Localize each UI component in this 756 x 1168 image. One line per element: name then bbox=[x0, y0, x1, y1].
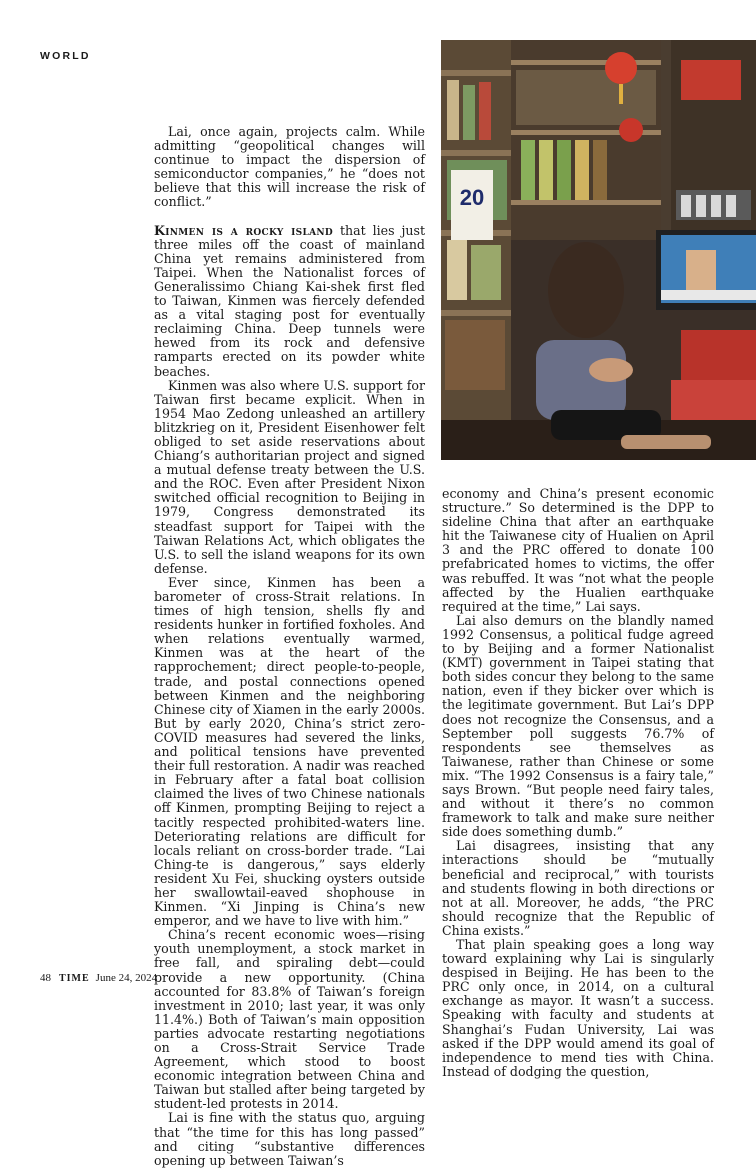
paragraph: That plain speaking goes a long way toward explaining why Lai is singularly despised in Beijing. He has been to the PRC only once, in 2014, on a cultural exchange as mayor. It wasn’t a success. Speaking with faculty and students at Shanghai’s Fudan University, Lai was asked if the DPP would amend its goal of independence to mend ties with China. Instead of dodging the question, bbox=[442, 937, 714, 1079]
page-footer bbox=[40, 972, 157, 984]
issue-date: June 24, 2024 bbox=[95, 972, 158, 984]
paragraph: Kinmen was also where U.S. support for Taiwan first became explicit. When in 1954 Mao Zedong unleashed an artillery blitzkrieg on it, President Eisenhower felt obliged to set aside reservations about Chiang’s authoritarian project and signed a mutual defense treaty between the U.S. and the ROC. Even after President Nixon switched official recognition to Beijing in 1979, Congress demonstrated its steadfast support for Taipei with the Taiwan Relations Act, which obligates the U.S. to sell the island weapons for its own defense. bbox=[154, 377, 425, 576]
article-column-right bbox=[442, 487, 714, 1079]
article-photo bbox=[441, 40, 756, 460]
paragraph: Lai, once again, projects calm. While admitting “geopolitical changes will continue to impact the dispersion of semiconductor companies,” he “does not believe that this will increase the risk of conflict.” bbox=[154, 124, 425, 210]
paragraph: economy and China’s present economic structure.” So determined is the DPP to sideline China that after an earthquake hit the Taiwanese city of Hualien on April 3 and the PRC offered to donate 100 prefabricated homes to victims, the offer was rebuffed. It was “not what the people affected by the Hualien earthquake required at the time,” Lai says. bbox=[442, 486, 714, 614]
article-column-left bbox=[154, 125, 425, 1168]
magazine-brand: TIME bbox=[59, 973, 90, 984]
page-number: 48 bbox=[40, 972, 51, 984]
paragraph: Lai is fine with the status quo, arguing that “the time for this has long passed” and citing “substantive differences opening up between Taiwan’s bbox=[154, 1110, 425, 1168]
shop-interior-illustration bbox=[441, 40, 756, 460]
lead-in-text: Kinmen is a rocky island bbox=[154, 222, 334, 238]
paragraph: China’s recent economic woes—rising youth unemployment, a stock market in free fall, and spiraling debt—could provide a new opportunity. (China accounted for 83.8% of Taiwan’s foreign investment in 2010; last year, it was only 11.4%.) Both of Taiwan’s main opposition parties advocate restarting negotiations on a Cross-Strait Service Trade Agreement, which stood to boost economic integration between China and Taiwan but stalled after being targeted by student-led protests in 2014. bbox=[154, 927, 425, 1112]
paragraph: Ever since, Kinmen has been a barometer of cross-Strait relations. In times of high tension, shells fly and residents hunker in fortified foxholes. And when relations eventually warmed, Kinmen was at the heart of the rapprochement; direct people-to-people, trade, and postal connections opened between Kinmen and the neighboring Chinese city of Xiamen in the early 2000s. But by early 2020, China’s strict zero-COVID measures had severed the links, and political tensions have prevented their full restoration. A nadir was reached in February after a fatal boat collision claimed the lives of two Chinese nationals off Kinmen, prompting Beijing to reject a tacitly respected prohibited-waters line. Deteriorating relations are difficult for locals reliant on cross-border trade. “Lai Ching-te is dangerous,” says elderly resident Xu Fei, shucking oysters outside her swallowtail-eaved shophouse in Kinmen. “Xi Jinping is China’s new emperor, and we have to live with him.” bbox=[154, 574, 425, 929]
calendar-number: 20 bbox=[459, 185, 485, 210]
paragraph-body: that lies just three miles off the coast of mainland China yet remains administered from Taipei. When the Nationalist forces of Generalissimo Chiang Kai-shek first fled to Taiwan, Kinmen was fiercely defended as a vital staging post for eventually reclaiming China. Deep tunnels were hewed from its rock and defensive ramparts erected on its powder white beaches. bbox=[154, 222, 426, 379]
paragraph-lead bbox=[154, 224, 425, 379]
section-label: WORLD bbox=[40, 50, 91, 62]
paragraph: Lai disagrees, insisting that any interactions should be “mutually beneficial and reciprocal,” with tourists and students flowing in both directions or not at all. Moreover, he adds, “the PRC should recognize that the Republic of China exists.” bbox=[442, 838, 714, 938]
paragraph: Lai also demurs on the blandly named 1992 Consensus, a political fudge agreed to by Beijing and a former Nationalist (KMT) government in Taipei stating that both sides concur they belong to the same nation, even if they bicker over which is the legitimate government. But Lai’s DPP does not recognize the Consensus, and a September poll suggests 76.7% of respondents see themselves as Taiwanese, rather than Chinese or some mix. “The 1992 Consensus is a fairy tale,” says Brown. “But people need fairy tales, and without it there’s no common framework to talk and make sure neither side does something dumb.” bbox=[442, 612, 714, 840]
